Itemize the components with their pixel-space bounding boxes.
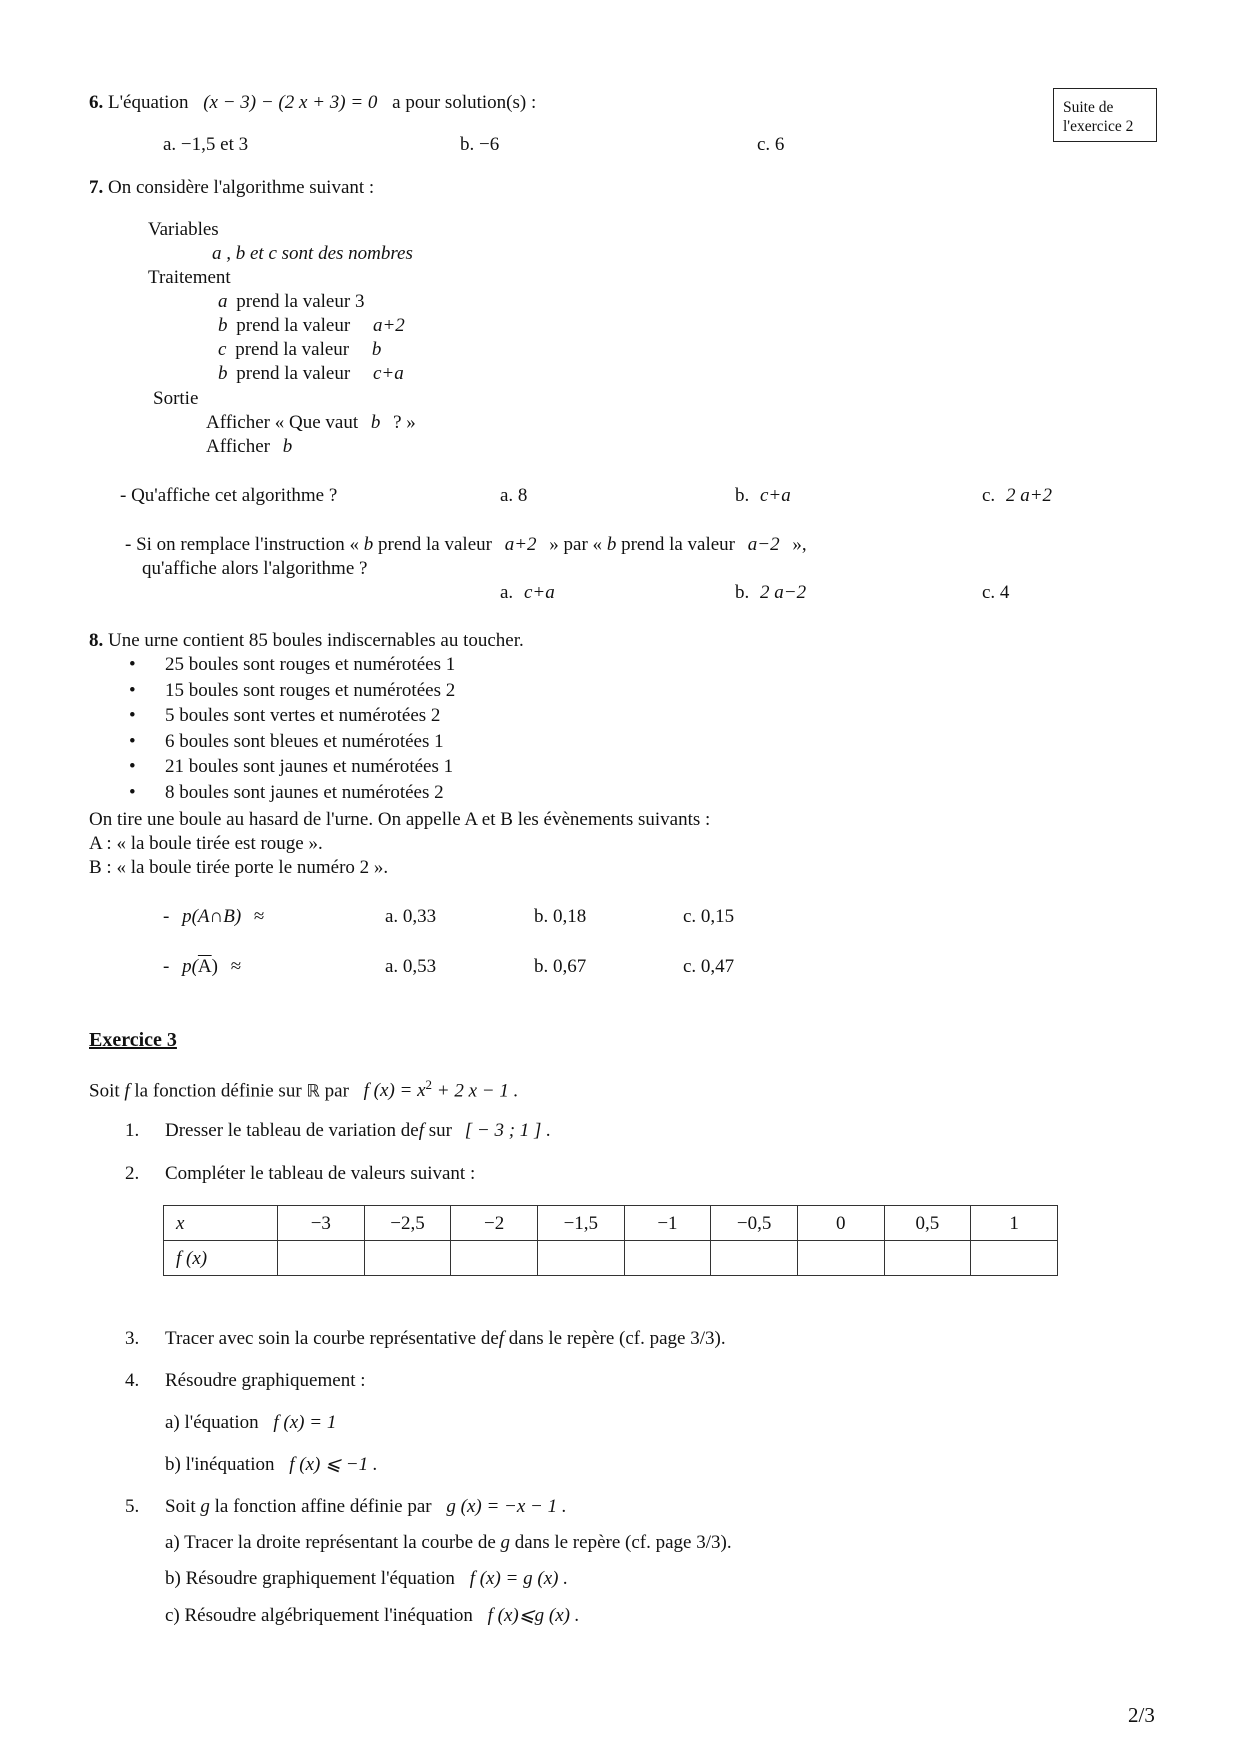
values-table-x-cell: −0,5 [711, 1206, 798, 1241]
ex3-item5b [165, 1569, 568, 1588]
ex3-item2-number: 2. [125, 1163, 140, 1184]
ex3-intro-text-a: Soit [89, 1080, 120, 1102]
ex3-item5c-expr: f (x)⩽g (x) . [487, 1605, 580, 1626]
values-table-fx-label: f (x) [164, 1241, 278, 1276]
q7-number: 7. [89, 177, 104, 198]
algo-sortie: Sortie [153, 388, 199, 409]
algo-out2-text: Afficher [206, 436, 271, 457]
algo-line4-value: c+a [372, 363, 404, 384]
algo-line-2 [218, 316, 405, 335]
q8-prob2-expression [163, 957, 241, 976]
q7-sub2-a-prefix: a. [500, 582, 514, 603]
ex3-intro-text-b: la fonction définie sur [134, 1080, 302, 1102]
q8-prob1-expression [163, 907, 264, 926]
q8-prob1-expr: p(A∩B) [182, 906, 242, 927]
q7-sub2-val1: a+2 [504, 534, 537, 555]
algo-line4-var: b [218, 363, 228, 384]
values-table-x-cell: 0,5 [884, 1206, 971, 1241]
q8-intro-text: Une urne contient 85 boules indiscernables au toucher. [108, 630, 524, 651]
values-table-x-cell: −1 [624, 1206, 711, 1241]
bullet-item: 15 boules sont rouges et numérotées 2 [165, 679, 456, 701]
q6-equation: (x − 3) − (2 x + 3) = 0 [203, 92, 378, 113]
ex3-intro [89, 1078, 518, 1100]
values-table-x-cell: 1 [971, 1206, 1058, 1241]
ex3-item4b-text: b) l'inéquation [165, 1454, 275, 1475]
bullet-marker: • [129, 654, 136, 675]
algo-line1-var: a [218, 291, 228, 312]
bullet-marker: • [129, 756, 136, 777]
bullet-marker: • [129, 730, 136, 752]
algo-output-2 [206, 437, 292, 456]
algo-line-4 [218, 364, 404, 383]
q6-choice-b: b. −6 [460, 134, 500, 155]
q8-prob2-choice-a: a. 0,53 [385, 956, 437, 977]
algo-line-1 [218, 292, 364, 311]
values-table-x-cell: −2,5 [364, 1206, 451, 1241]
ex3-item3-text-b: dans le repère (cf. page 3/3). [508, 1328, 726, 1349]
algo-line3-var: c [218, 339, 227, 360]
q7-sub1-choice-a: a. 8 [500, 485, 528, 506]
q8-intro [89, 631, 524, 650]
ex3-item5b-text: b) Résoudre graphiquement l'équation [165, 1568, 455, 1589]
q7-sub2-b-prefix: b. [735, 582, 750, 603]
q7-sub2-text-d: prend la valeur [621, 534, 736, 555]
values-table-fx-empty-cell[interactable] [537, 1241, 624, 1276]
bullet-item: 21 boules sont jaunes et numérotées 1 [165, 756, 454, 777]
algo-out1-end: ? » [393, 412, 416, 433]
algo-line2-value: a+2 [372, 315, 405, 336]
q8-prob2-close: ) [211, 956, 218, 977]
ex3-item5c-text: c) Résoudre algébriquement l'inéquation [165, 1605, 473, 1626]
ex3-item5-expr: g (x) = −x − 1 . [446, 1496, 567, 1517]
ex3-item5-text: Soit [165, 1496, 196, 1517]
q7-sub2-var1: b [363, 534, 374, 555]
ex3-item4-number: 4. [125, 1370, 140, 1391]
values-table-fx-empty-cell[interactable] [884, 1241, 971, 1276]
exercise-3-title: Exercice 3 [89, 1029, 177, 1051]
q7-intro [89, 178, 374, 197]
ex3-item1 [165, 1121, 551, 1140]
values-table-fx-empty-cell[interactable] [451, 1241, 538, 1276]
ex3-item1-text-b: sur [428, 1120, 453, 1141]
algo-variables-line [212, 244, 413, 263]
q7-sub2-choice-a [500, 583, 555, 602]
ex3-item4b-expr: f (x) ⩽ −1 . [289, 1454, 378, 1475]
values-table-row-fx [164, 1241, 1058, 1276]
bullet-item: 25 boules sont rouges et numérotées 1 [165, 654, 456, 675]
ex3-intro-real-set: ℝ [306, 1081, 320, 1102]
values-table [163, 1205, 1058, 1276]
algo-vars-text: a , b et c sont des nombres [212, 243, 413, 264]
q8-prob1-choice-c: c. 0,15 [683, 906, 735, 927]
q6-text-before: L'équation [108, 92, 189, 113]
q7-sub2-text-a: - Si on remplace l'instruction « [125, 534, 360, 555]
q8-number: 8. [89, 630, 104, 651]
q8-prob2-p: p( [182, 956, 198, 977]
ex3-item1-text: Dresser le tableau de variation de [165, 1120, 419, 1141]
values-table-row-x [164, 1206, 1058, 1241]
continuation-box-line2: l'exercice 2 [1063, 118, 1134, 135]
q6-statement [89, 93, 536, 112]
ex3-item5a-g: g [500, 1532, 511, 1553]
bullet-marker: • [129, 679, 136, 701]
ex3-item5 [165, 1497, 567, 1516]
ex3-item5a [165, 1533, 732, 1552]
algo-output-1 [206, 413, 416, 432]
q8-prob1-approx: ≈ [253, 906, 265, 927]
algo-variables: Variables [148, 219, 219, 240]
values-table-x-cell: 0 [797, 1206, 884, 1241]
ex3-item4a-text: a) l'équation [165, 1412, 259, 1433]
algo-traitement: Traitement [148, 267, 231, 288]
q8-prob2-dash: - [163, 956, 170, 977]
q7-sub1-choice-c [982, 486, 1052, 505]
algo-line3-text: prend la valeur [235, 339, 350, 360]
algo-line2-text: prend la valeur [236, 315, 351, 336]
q6-text-after: a pour solution(s) : [392, 92, 537, 113]
q6-choice-a: a. −1,5 et 3 [163, 134, 249, 155]
q7-sub1-b-value: c+a [760, 485, 791, 506]
q8-event-a: A : « la boule tirée est rouge ». [89, 833, 323, 854]
ex3-intro-expr-end: + 2 x − 1 . [436, 1080, 519, 1102]
q7-intro-text: On considère l'algorithme suivant : [108, 177, 375, 198]
ex3-item2: Compléter le tableau de valeurs suivant : [165, 1163, 476, 1184]
q8-prob2-complement-a: $\overline{A}$ [197, 956, 212, 977]
q7-sub2-question-line2: qu'affiche alors l'algorithme ? [142, 558, 368, 579]
values-table-fx-empty-cell[interactable] [278, 1241, 365, 1276]
ex3-item4b [165, 1455, 378, 1474]
q7-sub1-c-value: 2 a+2 [1005, 485, 1053, 506]
ex3-item5-g: g [200, 1496, 210, 1517]
ex3-item4a-expr: f (x) = 1 [273, 1412, 337, 1433]
bullet-item: 5 boules sont vertes et numérotées 2 [165, 705, 441, 726]
bullet-marker: • [129, 781, 136, 803]
ex3-item4a [165, 1413, 336, 1432]
continuation-box-line1: Suite de [1063, 99, 1114, 116]
q7-sub2-choice-c: c. 4 [982, 582, 1010, 603]
q7-sub1-choice-b [735, 486, 791, 505]
algo-line3-value: b [371, 339, 382, 360]
q7-sub2-text-b: prend la valeur [378, 534, 492, 555]
ex3-item3-number: 3. [125, 1328, 140, 1349]
q6-number: 6. [89, 92, 104, 113]
q8-prob1-choice-b: b. 0,18 [534, 906, 587, 927]
algo-out1-var: b [370, 412, 381, 433]
q7-sub2-text-c: » par « [549, 534, 603, 555]
q8-event-b: B : « la boule tirée porte le numéro 2 ». [89, 857, 389, 878]
algo-line4-text: prend la valeur [236, 363, 351, 384]
q7-sub1-c-prefix: c. [982, 485, 996, 506]
ex3-item3-f: f [498, 1328, 505, 1349]
algo-line2-var: b [218, 315, 228, 336]
q8-prob1-dash: - [163, 906, 170, 927]
q8-prob1-choice-a: a. 0,33 [385, 906, 437, 927]
values-table-x-cell: −1,5 [537, 1206, 624, 1241]
bullet-marker: • [129, 705, 136, 726]
q7-sub2-var2: b [606, 534, 617, 555]
q7-sub2-choice-b [735, 583, 806, 602]
q7-sub1-b-prefix: b. [735, 485, 750, 506]
q7-sub2-text-e: », [792, 534, 807, 555]
bullet-item: 6 boules sont bleues et numérotées 1 [165, 730, 444, 752]
ex3-intro-f: f [124, 1080, 130, 1102]
ex3-item1-interval: [ − 3 ; 1 ] . [464, 1120, 551, 1141]
q8-prob2-choice-b: b. 0,67 [534, 956, 587, 977]
values-table-x-cell: −2 [451, 1206, 538, 1241]
ex3-item3-text: Tracer avec soin la courbe représentative de [165, 1328, 499, 1349]
ex3-item3 [165, 1329, 726, 1348]
q8-prob2-approx: ≈ [230, 956, 242, 977]
ex3-item5b-expr: f (x) = g (x) . [469, 1568, 568, 1589]
values-table-x-cell: −3 [278, 1206, 365, 1241]
values-table-fx-empty-cell[interactable] [971, 1241, 1058, 1276]
ex3-item5c [165, 1606, 579, 1625]
values-table-fx-empty-cell[interactable] [624, 1241, 711, 1276]
q8-prob2-choice-c: c. 0,47 [683, 956, 735, 977]
ex3-item5a-text: a) Tracer la droite représentant la courbe de [165, 1532, 496, 1553]
ex3-item5a-text-b: dans le repère (cf. page 3/3). [514, 1532, 732, 1553]
q7-sub2-b-value: 2 a−2 [760, 582, 807, 603]
ex3-intro-text-c: par [324, 1080, 349, 1102]
ex3-item5-text-b: la fonction affine définie par [214, 1496, 432, 1517]
algo-line1-text: prend la valeur 3 [236, 291, 365, 312]
ex3-item1-number: 1. [125, 1120, 140, 1141]
page-number: 2/3 [1128, 1703, 1155, 1727]
q7-sub2-val2: a−2 [747, 534, 780, 555]
q8-draw-text: On tire une boule au hasard de l'urne. On appelle A et B les évènements suivants : [89, 809, 711, 830]
bullet-item: 8 boules sont jaunes et numérotées 2 [165, 781, 444, 803]
values-table-fx-empty-cell[interactable] [797, 1241, 884, 1276]
ex3-item4: Résoudre graphiquement : [165, 1370, 366, 1391]
q7-sub1-question: - Qu'affiche cet algorithme ? [120, 485, 338, 506]
ex3-intro-expr: f (x) = x [363, 1080, 426, 1102]
values-table-fx-empty-cell[interactable] [364, 1241, 451, 1276]
ex3-item1-f: f [418, 1120, 425, 1141]
algo-out2-var: b [282, 436, 293, 457]
ex3-intro-exponent: 2 [425, 1077, 433, 1092]
continuation-box [1053, 88, 1157, 142]
algo-out1-text: Afficher « Que vaut [206, 412, 359, 433]
q6-choice-c: c. 6 [757, 134, 785, 155]
ex3-item5-number: 5. [125, 1496, 140, 1517]
q7-sub2-a-value: c+a [523, 582, 555, 603]
values-table-fx-empty-cell[interactable] [711, 1241, 798, 1276]
algo-line-3 [218, 340, 381, 359]
q7-sub2-question-line1 [125, 535, 807, 554]
values-table-x-label: x [164, 1206, 278, 1241]
